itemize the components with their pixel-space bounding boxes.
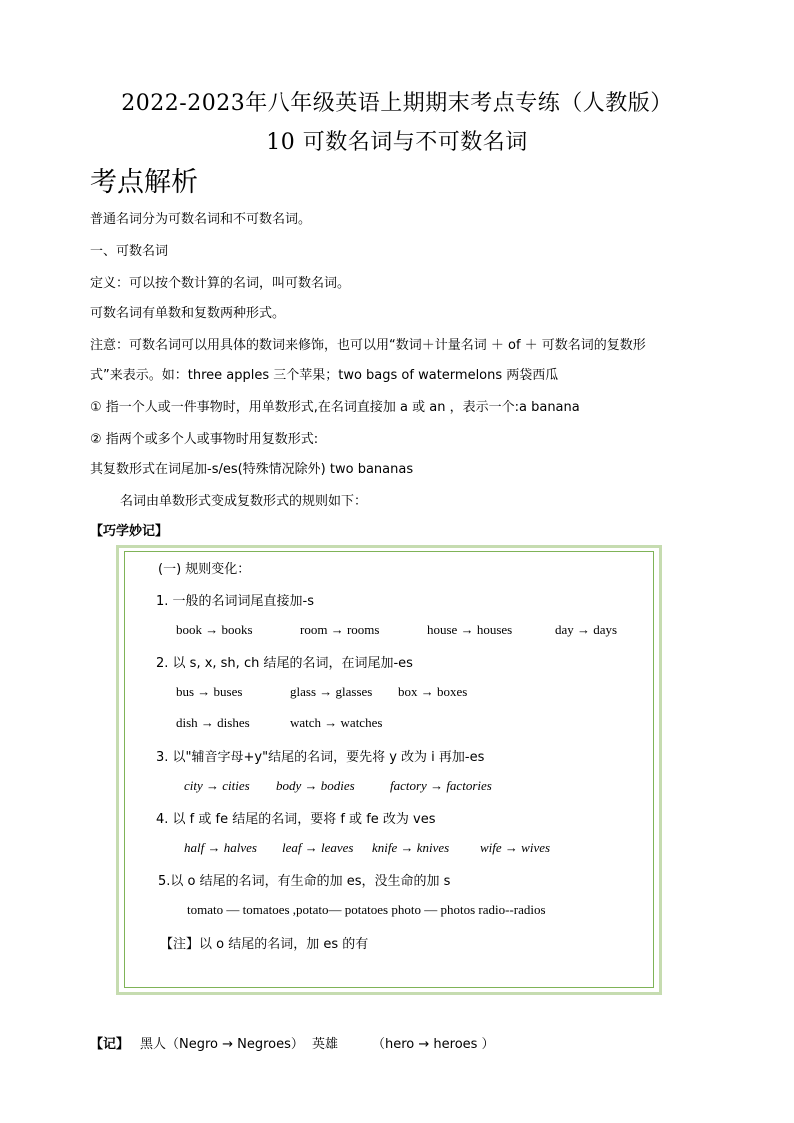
rule-1-example: day → days [555, 622, 618, 637]
rule-2-example: watch → watches [290, 715, 383, 730]
paragraph: 一、可数名词 [90, 244, 169, 259]
document-title: 2022-2023年八年级英语上期期末考点专练（人教版） [121, 91, 673, 116]
paragraph: 名词由单数形式变成复数形式的规则如下： [120, 494, 368, 509]
rule-1-example: house → houses [427, 622, 513, 637]
rule-4-example: leaf → leaves [282, 840, 354, 855]
rules-note: 【注】以 o 结尾的名词，加 es 的有 [160, 937, 369, 952]
memo-text: 黑人（Negro → Negroes） [140, 1037, 304, 1052]
paragraph: 可数名词有单数和复数两种形式。 [90, 306, 286, 321]
paragraph: ① 指一个人或一件事物时，用单数形式,在名词直接加 a 或 an ，表示一个:a banana [90, 400, 580, 415]
tip-label: 【巧学妙记】 [90, 524, 169, 539]
rule-2-example: glass → glasses [290, 684, 373, 699]
paragraph: 式”来表示。如：three apples 三个苹果；two bags of watermelons 两袋西瓜 [90, 368, 559, 383]
rule-3-example: factory → factories [390, 778, 492, 793]
rules-heading: (一) 规则变化： [158, 562, 251, 577]
rule-3-example: city → cities [184, 778, 250, 793]
paragraph: ② 指两个或多个人或事物时用复数形式: [90, 432, 319, 447]
paragraph: 注意：可数名词可以用具体的数词来修饰，也可以用“数词＋计量名词 ＋ of ＋ 可数名词的复数形 [90, 338, 646, 353]
rule-4-example: half → halves [184, 840, 257, 855]
rule-4-example: knife → knives [372, 840, 450, 855]
rule-4: 4. 以 f 或 fe 结尾的名词，要将 f 或 fe 改为 ves [156, 812, 436, 827]
rule-4-example: wife → wives [480, 840, 551, 855]
rule-5-example: tomato — tomatoes ,potato— potatoes photo — photos radio--radios [187, 902, 546, 917]
rules-box [124, 551, 654, 988]
section-heading: 考点解析 [90, 167, 198, 198]
paragraph: 普通名词分为可数名词和不可数名词。 [90, 212, 312, 227]
rule-1-example: room → rooms [300, 622, 380, 637]
document-subtitle: 10 可数名词与不可数名词 [266, 130, 528, 155]
rule-2-example: dish → dishes [176, 715, 250, 730]
rule-2-example: box → boxes [398, 684, 468, 699]
rule-2-example: bus → buses [176, 684, 243, 699]
rule-2: 2. 以 s, x, sh, ch 结尾的名词，在词尾加-es [156, 656, 413, 671]
rule-1-example: book → books [176, 622, 253, 637]
memo-text: 英雄 [312, 1037, 339, 1052]
rule-3-example: body → bodies [276, 778, 355, 793]
memo-text: （hero → heroes ） [372, 1037, 495, 1052]
rule-3: 3. 以"辅音字母+y"结尾的名词，要先将 y 改为 i 再加-es [156, 750, 485, 765]
memo-label: 【记】 [90, 1037, 130, 1052]
rule-1: 1. 一般的名词词尾直接加-s [156, 594, 314, 609]
paragraph: 其复数形式在词尾加-s/es(特殊情况除外) two bananas [90, 462, 414, 477]
rule-5: 5.以 o 结尾的名词，有生命的加 es，没生命的加 s [158, 874, 451, 889]
paragraph: 定义：可以按个数计算的名词，叫可数名词。 [90, 276, 351, 291]
